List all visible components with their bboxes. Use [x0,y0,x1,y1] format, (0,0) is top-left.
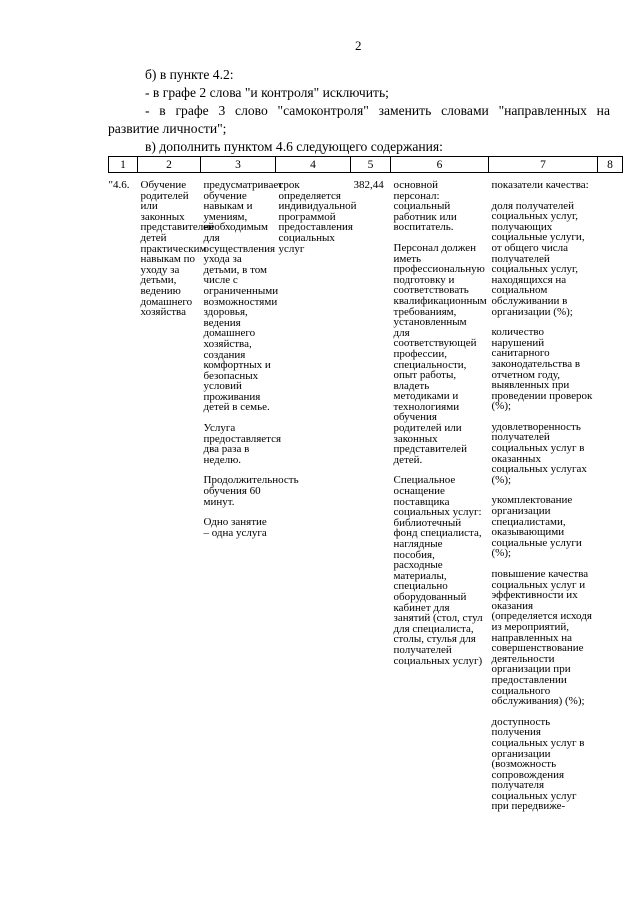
indicator-paragraph: доступность получения социальных услуг в организации (возможность сопровождения получателя социальных услуг при передвиже- [491,715,585,813]
indicator-paragraph: показатели качества: [491,179,589,191]
indicator-paragraph: укомплектование организации специалистами, оказывающими социальные услуги (%); [491,494,582,560]
page-number: 2 [355,38,362,53]
table-header-row [109,157,623,173]
column-header: 7 [489,157,598,173]
column-header: 8 [598,157,623,173]
service-conditions [391,173,489,813]
description-paragraph: Продолжительность обучения 60 минут. [203,474,299,508]
column-header: 4 [276,157,351,173]
indicator-paragraph: количество нарушений санитарного законодательства в отчетном году, выявленных при проведении проверок (%); [491,326,593,413]
conditions-paragraph: Специальное оснащение поставщика социальных услуг: библиотечный фонд специалиста, наглядные пособия, расходные материалы, специально оборудованный кабинет для занятий (стол, стул для специалиста, столы, стулья для получателей социальных услуг) [393,474,483,667]
description-paragraph: Одно занятие – одна услуга [203,516,267,539]
conditions-paragraph: основной персонал: социальный работник или воспитатель. [393,179,457,234]
intro-line: развитие личности"; [108,121,227,136]
service-description [201,173,299,813]
column-header: 6 [391,157,489,173]
amendment-table [108,156,623,812]
service-tariff: 382,44 [353,179,384,191]
column-header: 1 [109,157,138,173]
column-header: 2 [138,157,201,173]
intro-line: - в графе 3 слово "самоконтроля" заменить словами "направленных на [145,103,610,118]
column-header: 3 [201,157,276,173]
quality-indicators [489,173,598,813]
intro-line: - в графе 2 слова "и контроля" исключить; [145,85,389,100]
intro-line: в) дополнить пунктом 4.6 следующего содержания: [145,139,443,154]
description-paragraph: предусматривает обучение навыкам и умениям, необходимым для осуществления ухода за детьми, в том числе с ограниченными возможностями здоровья, ведения домашнего хозяйства, создания комфортных и безопасных условий проживания детей в семье. [203,179,284,414]
column-header: 5 [351,157,391,173]
table-row [109,173,623,813]
conditions-paragraph: Персонал должен иметь профессиональную подготовку и соответствовать квалификационным требованиям, установленным для соответствующей профессии, специальности, опыт работы, владеть методиками и технологиями обучения родителей или законных представителей детей. [393,241,487,466]
indicator-paragraph: повышение качества социальных услуг и эффективности их оказания (определяется исходя из мероприятий, направленных на совершенствование деятельности организации при предоставлении социального обслуживания) (%); [491,568,592,708]
indicator-paragraph: доля получателей социальных услуг, получающих социальные услуги, от общего числа получателей социальных услуг, находящихся на социальном обслуживании в организации (%); [491,199,585,318]
item-number: "4.6. [108,179,130,191]
column-8-cell [598,173,623,813]
service-term: срок определяется индивидуальной программой предоставления социальных услуг [278,179,357,255]
service-name: Обучение родителей или законных представителей детей практическим навыкам по уходу за детьми, ведению домашнего хозяйства [140,179,214,319]
description-paragraph: Услуга предоставляется два раза в неделю. [203,422,282,466]
intro-line: б) в пункте 4.2: [145,67,234,82]
indicator-paragraph: удовлетворенность получателей социальных услуг в оказанных социальных услугах (%); [491,420,587,486]
